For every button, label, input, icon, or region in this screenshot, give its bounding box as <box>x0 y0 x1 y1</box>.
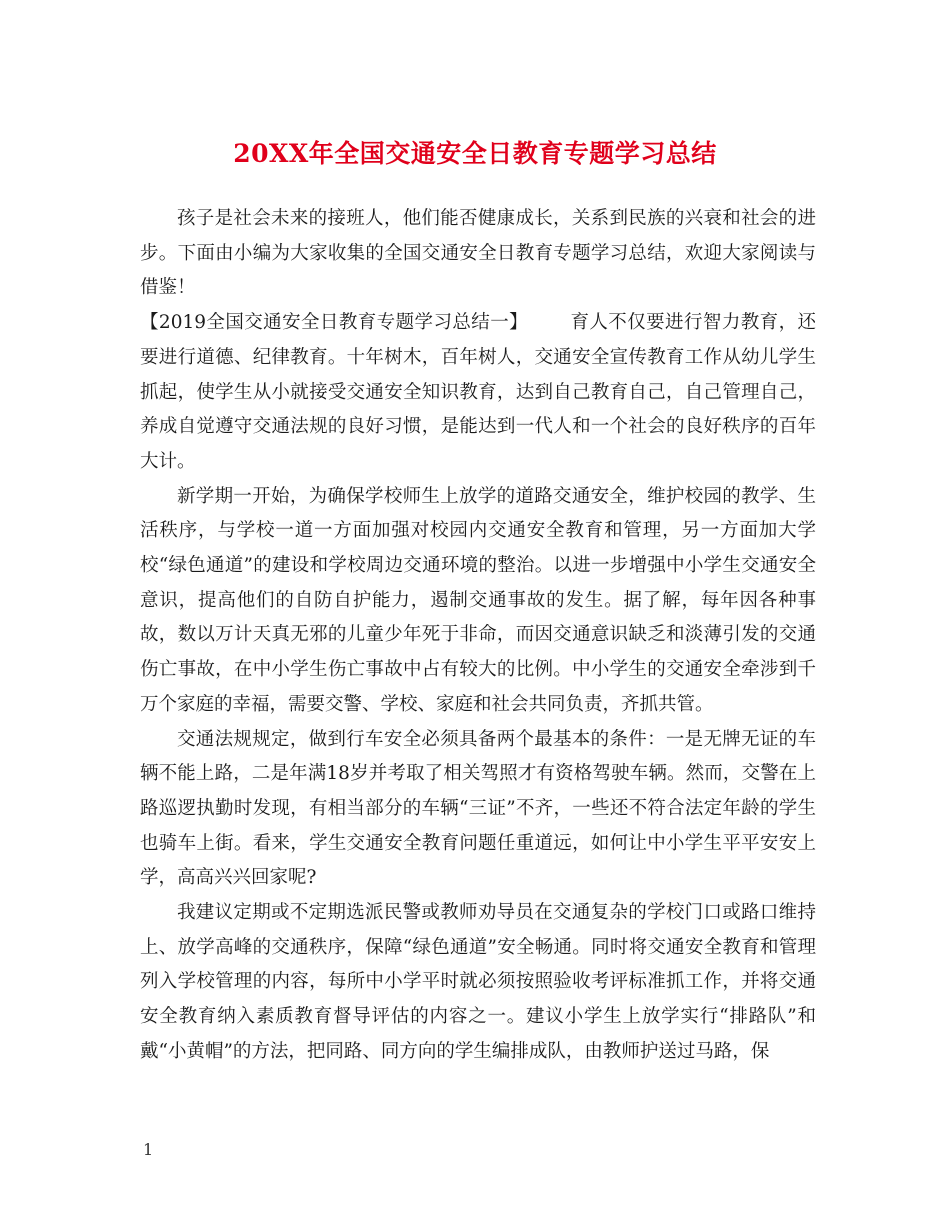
page-number: 1 <box>143 1140 154 1159</box>
document-title: 20XX年全国交通安全日教育专题学习总结 <box>233 139 717 168</box>
section-heading: 【2019全国交通安全日教育专题学习总结一】 <box>140 312 529 334</box>
document-body <box>140 202 816 1070</box>
body-paragraph-1: 新学期一开始，为确保学校师生上放学的道路交通安全，维护校园的教学、生活秩序，与学校一道一方面加强对校园内交通安全教育和管理，另一方面加大学校“绿色通道”的建设和学校周边交通环境的整治。以进一步增强中小学生交通安全意识，提高他们的自防自护能力，遏制交通事故的发生。据了解，每年因各种事故，数以万计天真无邪的儿童少年死于非命，而因交通意识缺乏和淡薄引发的交通伤亡事故，在中小学生伤亡事故中占有较大的比例。中小学生的交通安全牵涉到千万个家庭的幸福，需要交警、学校、家庭和社会共同负责，齐抓共管。 <box>140 485 816 715</box>
body-paragraph-2: 交通法规规定，做到行车安全必须具备两个最基本的条件：一是无牌无证的车辆不能上路，二是年满18岁并考取了相关驾照才有资格驾驶车辆。然而，交警在上路巡逻执勤时发现，有相当部分的车辆“三证”不齐，一些还不符合法定年龄的学生也骑车上街。看来，学生交通安全教育问题任重道远，如何让中小学生平平安安上学，高高兴兴回家呢? <box>140 728 816 889</box>
intro-paragraph: 孩子是社会未来的接班人，他们能否健康成长，关系到民族的兴衰和社会的进步。下面由小编为大家收集的全国交通安全日教育专题学习总结，欢迎大家阅读与借鉴！ <box>140 208 816 299</box>
section-one <box>140 306 816 480</box>
body-paragraph-3: 我建议定期或不定期选派民警或教师劝导员在交通复杂的学校门口或路口维持上、放学高峰的交通秩序，保障“绿色通道”安全畅通。同时将交通安全教育和管理列入学校管理的内容，每所中小学平时就必须按照验收考评标准抓工作，并将交通安全教育纳入素质教育督导评估的内容之一。建议小学生上放学实行“排路队”和戴“小黄帽”的方法，把同路、同方向的学生编排成队，由教师护送过马路，保 <box>140 902 816 1062</box>
section-first-paragraph: 育人不仅要进行智力教育，还要进行道德、纪律教育。十年树木，百年树人，交通安全宣传教育工作从幼儿学生抓起，使学生从小就接受交通安全知识教育，达到自己教育自己，自己管理自己，养成自觉遵守交通法规的良好习惯，是能达到一代人和一个社会的良好秩序的百年大计。 <box>140 312 816 472</box>
